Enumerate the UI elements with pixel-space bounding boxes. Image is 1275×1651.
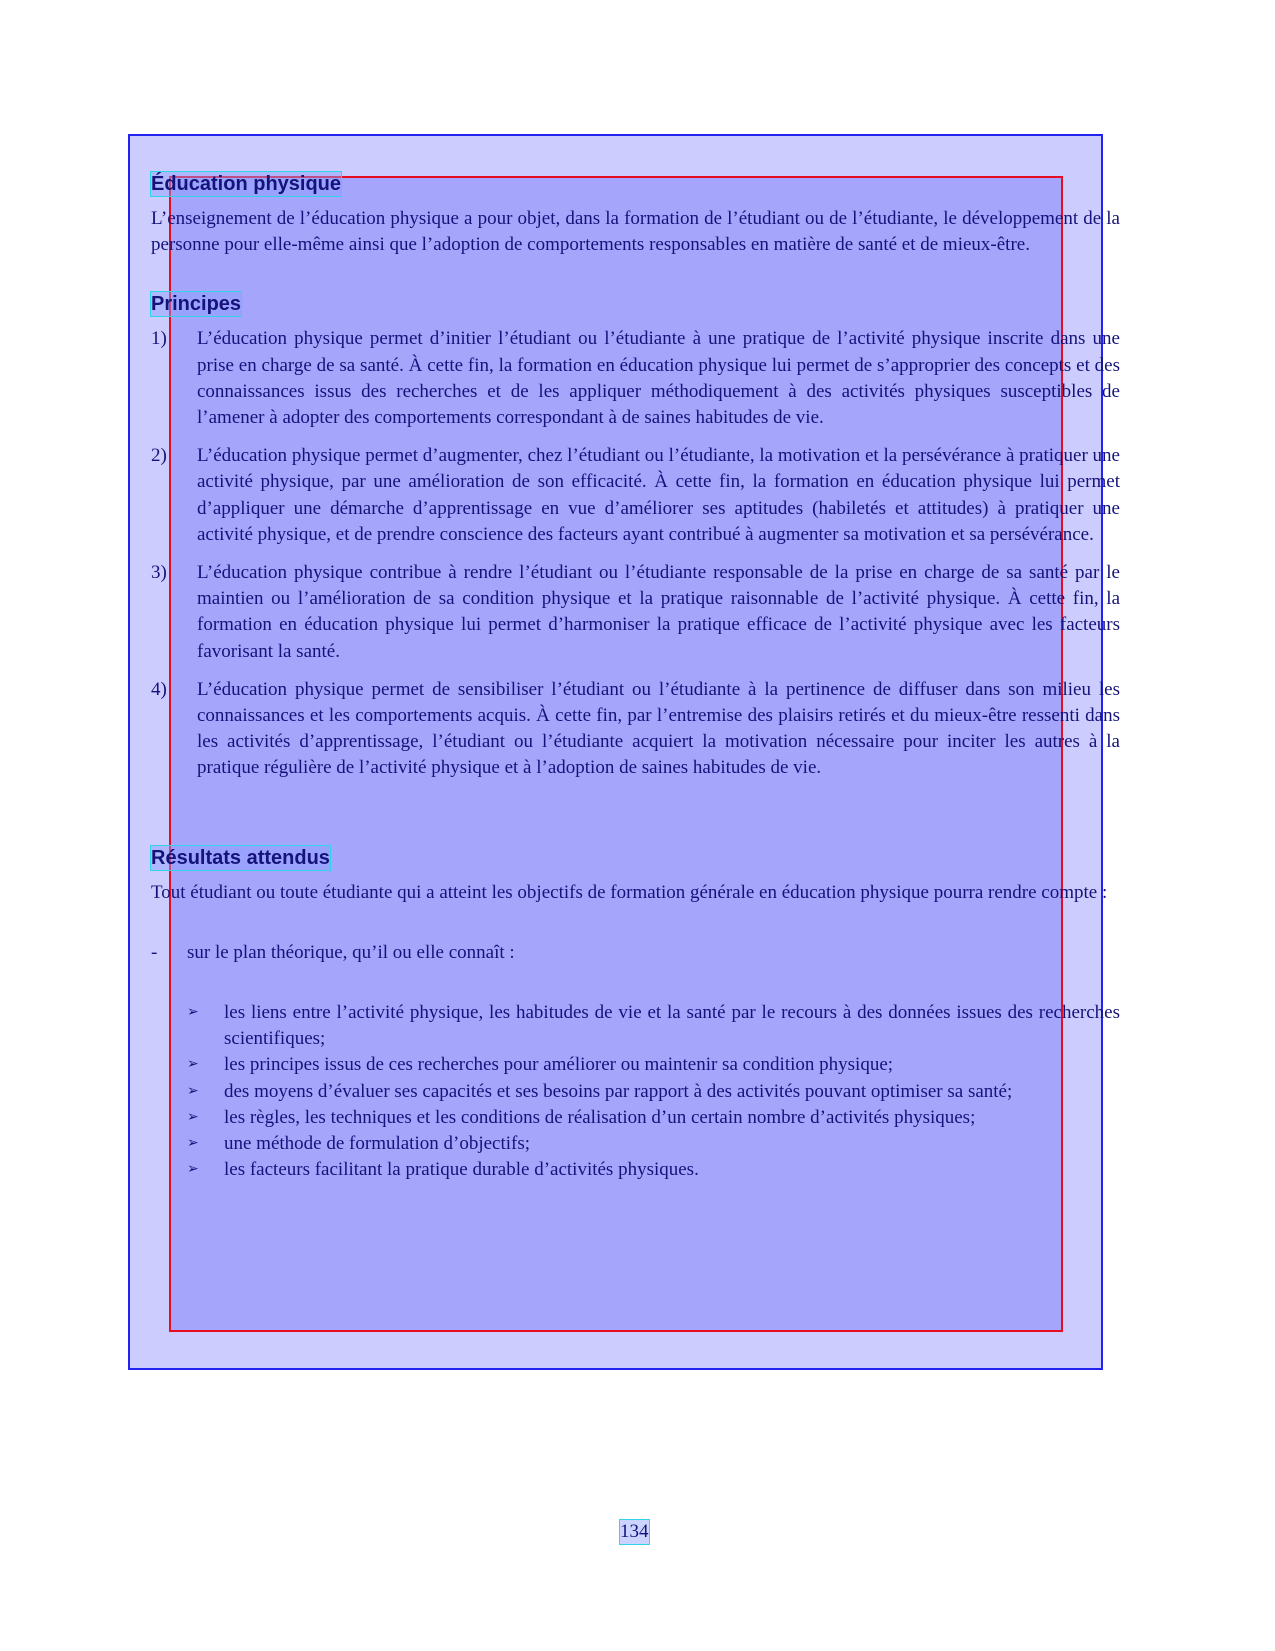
- results-intro: Tout étudiant ou toute étudiante qui a atteint les objectifs de formation générale en éducation physique pourra rendre compte :: [151, 881, 1108, 903]
- list-item-text: les règles, les techniques et les conditions de réalisation d’un certain nombre d’activités physiques;: [224, 1106, 976, 1128]
- page-content: [151, 172, 1120, 1183]
- list-item-text: les liens entre l’activité physique, les habitudes de vie et la santé par le recours à des données issues des recherches scientifiques;: [224, 1002, 1120, 1050]
- item-number: 1): [151, 328, 167, 350]
- principles-list: [151, 326, 1120, 781]
- list-item: [187, 1157, 1120, 1183]
- section-title-education-physique: Éducation physique: [151, 173, 342, 195]
- list-item-text: les principes issus de ces recherches pour améliorer ou maintenir sa condition physique;: [224, 1054, 894, 1076]
- list-item-text: une méthode de formulation d’objectifs;: [224, 1133, 531, 1155]
- item-number: 3): [151, 562, 167, 584]
- intro-paragraph: L’enseignement de l’éducation physique a pour objet, dans la formation de l’étudiant ou de l’étudiante, le développement de la personne pour elle-même ainsi que l’adoption de comportements responsables en matière de santé et de mieux-être.: [151, 208, 1120, 256]
- item-number: 4): [151, 678, 167, 700]
- item-number: 2): [151, 445, 167, 467]
- section-title-resultats: Résultats attendus: [151, 846, 330, 869]
- list-item: [187, 1052, 1120, 1078]
- principle-item-4: [151, 677, 1120, 782]
- page-number: 134: [620, 1521, 649, 1542]
- list-item: [187, 1105, 1120, 1131]
- principle-item-1: [151, 326, 1120, 431]
- list-item-text: des moyens d’évaluer ses capacités et ses besoins par rapport à des activités pouvant optimiser sa santé;: [224, 1080, 1013, 1102]
- arrow-bullet-icon: ➢: [187, 1109, 199, 1125]
- item-text: L’éducation physique permet d’augmenter, chez l’étudiant ou l’étudiante, la motivation et la persévérance à pratiquer une activité physique, par une amélioration de son efficacité. À cette fin, la formation en éducation physique lui permet d’appliquer une démarche d’apprentissage en vue d’améliorer ses aptitudes (habiletés et attitudes) à pratiquer une activité physique, et de prendre conscience des facteurs ayant contribué à augmenter sa motivation et sa persévérance.: [197, 445, 1120, 545]
- arrow-bullet-icon: ➢: [187, 1057, 199, 1073]
- list-item: [187, 1131, 1120, 1157]
- bullet-item: [151, 940, 1120, 966]
- list-item: [187, 1000, 1120, 1052]
- item-text: L’éducation physique permet d’initier l’étudiant ou l’étudiante à une pratique de l’activité physique inscrite dans une prise en charge de sa santé. À cette fin, la formation en éducation physique lui permet de s’approprier des concepts et des connaissances issus des recherches et de les appliquer méthodiquement à des activités physiques susceptibles de l’amener à adopter des comportements correspondant à de saines habitudes de vie.: [197, 328, 1120, 429]
- principle-item-2: [151, 443, 1120, 548]
- arrow-bullet-icon: ➢: [187, 1136, 199, 1152]
- knowledge-list: [151, 1000, 1120, 1183]
- principle-item-3: [151, 560, 1120, 665]
- item-text: L’éducation physique contribue à rendre l’étudiant ou l’étudiante responsable de la prise en charge de sa santé par le maintien ou l’amélioration de sa condition physique et la pratique raisonnable de l’activité physique. À cette fin, la formation en éducation physique lui permet d’harmoniser la pratique efficace de l’activité physique avec les facteurs favorisant la santé.: [197, 562, 1120, 662]
- list-item: [187, 1079, 1120, 1105]
- bullet-marker: -: [151, 941, 158, 963]
- item-text: L’éducation physique permet de sensibiliser l’étudiant ou l’étudiante à la pertinence de diffuser dans son milieu les connaissances et les comportements acquis. À cette fin, par l’entremise des plaisirs retirés et du mieux-être ressenti dans les activités d’apprentissage, l’étudiant ou l’étudiante acquiert la motivation nécessaire pour inciter les autres à la pratique régulière de l’activité physique et à l’adoption de saines habitudes de vie.: [197, 678, 1120, 779]
- list-item-text: les facteurs facilitant la pratique durable d’activités physiques.: [224, 1159, 699, 1181]
- arrow-bullet-icon: ➢: [187, 1005, 199, 1021]
- bullet-text: sur le plan théorique, qu’il ou elle connaît :: [187, 941, 515, 963]
- arrow-bullet-icon: ➢: [187, 1083, 199, 1099]
- arrow-bullet-icon: ➢: [187, 1162, 199, 1178]
- section-title-principes: Principes: [151, 293, 242, 316]
